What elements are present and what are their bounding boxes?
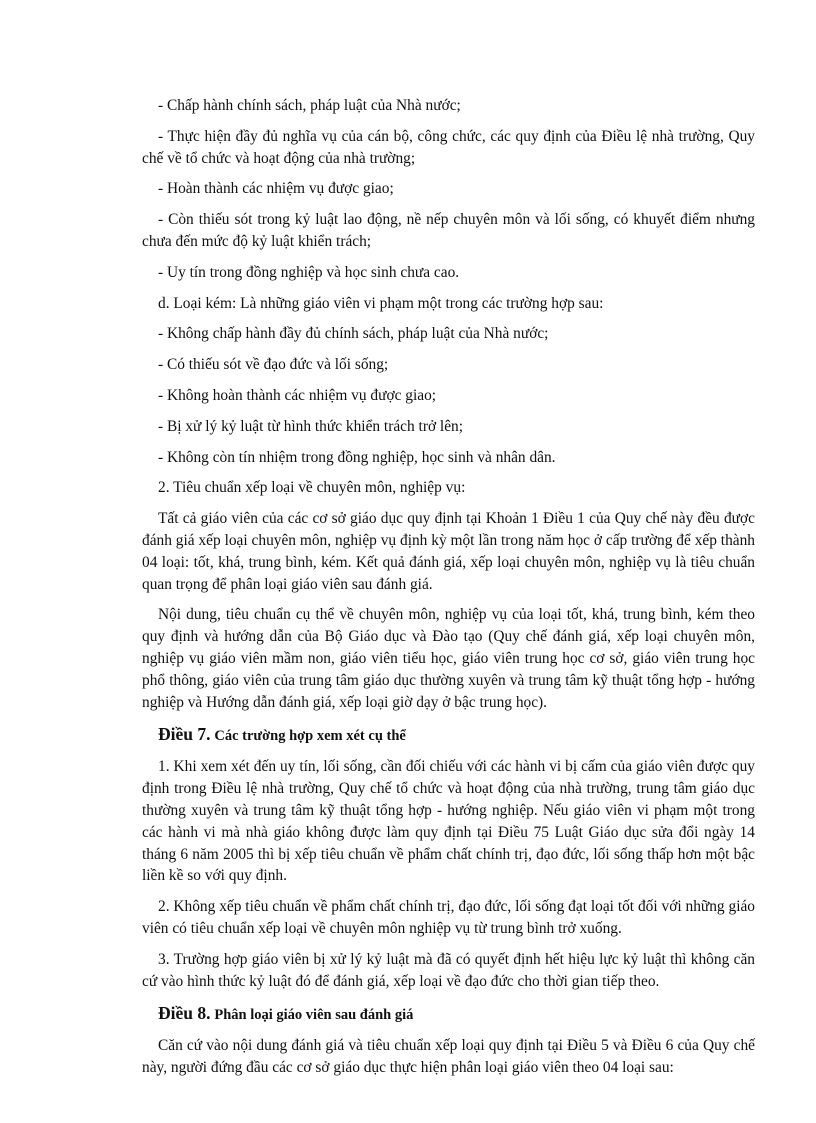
article-heading <box>142 723 755 747</box>
paragraph: Tất cả giáo viên của các cơ sở giáo dục quy định tại Khoản 1 Điều 1 của Quy chế này đều được đánh giá xếp loại chuyên môn, nghiệp vụ định kỳ một lần trong năm học ở cấp trường để xếp thành 04 loại: tốt, khá, trung bình, kém. Kết quả đánh giá, xếp loại chuyên môn, nghiệp vụ là tiêu chuẩn quan trọng để phân loại giáo viên sau đánh giá. <box>142 510 755 593</box>
article-title: Các trường hợp xem xét cụ thể <box>214 728 406 745</box>
paragraph: - Thực hiện đầy đủ nghĩa vụ của cán bộ, công chức, các quy định của Điều lệ nhà trường, Quy chế về tổ chức và hoạt động của nhà trường; <box>142 127 755 167</box>
paragraph: - Không còn tín nhiệm trong đồng nghiệp, học sinh và nhân dân. <box>158 448 556 466</box>
paragraph: d. Loại kém: Là những giáo viên vi phạm một trong các trường hợp sau: <box>158 294 604 312</box>
article-number: Điều 7. <box>158 724 211 745</box>
paragraph: 2. Không xếp tiêu chuẩn về phẩm chất chính trị, đạo đức, lối sống đạt loại tốt đối với những giáo viên có tiêu chuẩn xếp loại về chuyên môn nghiệp vụ từ trung bình trở xuống. <box>142 898 755 937</box>
article-heading <box>142 1002 755 1026</box>
paragraph: 3. Trường hợp giáo viên bị xử lý kỷ luật mà đã có quyết định hết hiệu lực kỷ luật thì không căn cứ vào hình thức kỷ luật đó để đánh giá, xếp loại về đạo đức cho thời gian tiếp theo. <box>142 950 755 990</box>
paragraph: Nội dung, tiêu chuẩn cụ thể về chuyên môn, nghiệp vụ của loại tốt, khá, trung bình, kém theo quy định và hướng dẫn của Bộ Giáo dục và Đào tạo (Quy chế đánh giá, xếp loại chuyên môn, nghiệp vụ giáo viên mầm non, giáo viên tiểu học, giáo viên trung học cơ sở, giáo viên trung học phổ thông, giáo viên của trung tâm giáo dục thường xuyên và trung tâm kỹ thuật tổng hợp - hướng nghiệp và Hướng dẫn đánh giá, xếp loại giờ dạy ở bậc trung học). <box>142 606 755 711</box>
article-title: Phân loại giáo viên sau đánh giá <box>214 1007 414 1024</box>
paragraph: 2. Tiêu chuẩn xếp loại về chuyên môn, nghiệp vụ: <box>158 479 466 497</box>
paragraph: - Hoàn thành các nhiệm vụ được giao; <box>158 180 394 198</box>
paragraph: - Uy tín trong đồng nghiệp và học sinh chưa cao. <box>158 263 460 281</box>
paragraph: - Chấp hành chính sách, pháp luật của Nhà nước; <box>158 97 461 114</box>
paragraph: Căn cứ vào nội dung đánh giá và tiêu chuẩn xếp loại quy định tại Điều 5 và Điều 6 của Quy chế này, người đứng đầu các cơ sở giáo dục thực hiện phân loại giáo viên theo 04 loại sau: <box>142 1037 755 1077</box>
document-body <box>142 95 755 1088</box>
paragraph: - Có thiếu sót về đạo đức và lối sống; <box>158 356 389 374</box>
article-number: Điều 8. <box>158 1003 211 1024</box>
paragraph: - Còn thiếu sót trong kỷ luật lao động, nề nếp chuyên môn và lối sống, có khuyết điểm nhưng chưa đến mức độ kỷ luật khiển trách; <box>142 211 755 250</box>
paragraph: - Không chấp hành đầy đủ chính sách, pháp luật của Nhà nước; <box>158 325 549 343</box>
paragraph: - Không hoàn thành các nhiệm vụ được giao; <box>158 386 437 404</box>
paragraph: - Bị xử lý kỷ luật từ hình thức khiển trách trở lên; <box>158 417 464 435</box>
paragraph: 1. Khi xem xét đến uy tín, lối sống, cần đối chiếu với các hành vi bị cấm của giáo viên được quy định trong Điều lệ nhà trường, Quy chế tổ chức và hoạt động của nhà trường, trung tâm giáo dục thường xuyên và trung tâm kỹ thuật tổng hợp - hướng nghiệp. Nếu giáo viên vi phạm một trong các hành vi mà nhà giáo không được làm quy định tại Điều 75 Luật Giáo dục sửa đổi ngày 14 tháng 6 năm 2005 thì bị xếp tiêu chuẩn về phẩm chất chính trị, đạo đức, lối sống thấp hơn một bậc liền kề so với quy định. <box>142 758 755 885</box>
